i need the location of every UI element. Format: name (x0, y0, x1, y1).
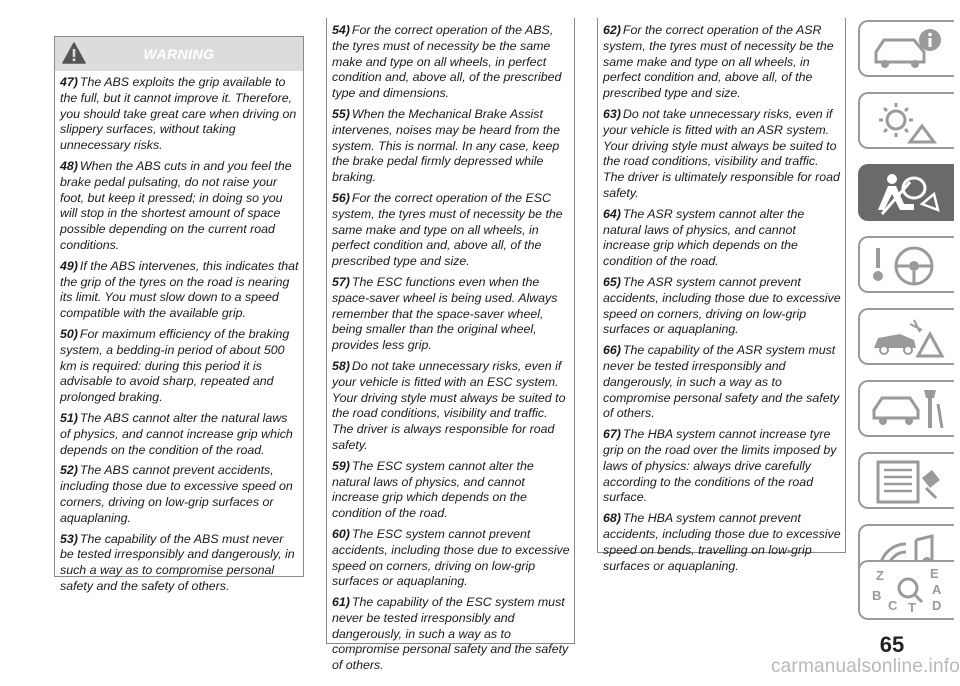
note-number: 48) (60, 158, 78, 173)
warning-notes-box-3 (597, 18, 846, 573)
warning-note (60, 75, 299, 154)
note-text: The ABS exploits the grip available to the full, but it cannot improve it. Therefore, you should take great care when driving on slippery surfaces, without taking unnecessary risks. (60, 75, 297, 153)
note-text: Do not take unnecessary risks, even if your vehicle is fitted with an ESC system. Your driving style must always be suited to the road conditions, visibility and traffic. The driver is always responsible for road safety. (332, 358, 566, 452)
note-text: The HBA system cannot prevent accidents, including those due to excessive speed on bends, travelling on low-grip surfaces or aquaplaning. (603, 511, 841, 573)
warning-note (332, 191, 570, 270)
index-letter: B (872, 588, 882, 603)
note-number: 47) (60, 75, 78, 89)
note-text: The ABS cannot alter the natural laws of physics, and cannot increase grip which depends on the condition of the road. (60, 410, 293, 457)
note-number: 60) (332, 526, 350, 541)
warning-note (332, 459, 570, 522)
warning-note (60, 463, 299, 526)
warning-notes-column-3 (598, 18, 845, 574)
note-number: 63) (603, 106, 621, 121)
tab-car-info[interactable] (858, 20, 954, 77)
note-text: The ASR system cannot alter the natural laws of physics, and cannot increase grip which depends on the condition of the road. (603, 206, 805, 269)
note-number: 56) (332, 190, 350, 205)
note-number: 58) (332, 358, 350, 373)
tab-maintenance[interactable] (858, 380, 954, 437)
warning-note (332, 275, 570, 354)
warning-lights-icon (870, 98, 946, 145)
tab-starting-driving[interactable] (858, 236, 954, 293)
note-number: 66) (603, 343, 621, 358)
starting-driving-icon (870, 242, 946, 289)
airbag-seatbelt-icon (870, 170, 946, 217)
index-letter: Z (876, 568, 884, 583)
warning-box (54, 36, 304, 593)
warning-title: WARNING (143, 46, 215, 62)
note-number: 65) (603, 274, 621, 289)
note-text: The capability of the ABS must never be tested irresponsibly and dangerously, in such a way as to compromise personal safety and the safety of others. (60, 531, 295, 593)
note-text: Do not take unnecessary risks, even if your vehicle is fitted with an ASR system. Your driving style must always be suited to the road conditions, visibility and traffic. The driver is ultimately responsible for road safety. (603, 106, 840, 200)
warning-note (332, 527, 570, 590)
watermark: carmanualsonline.info (770, 656, 960, 677)
note-text: If the ABS intervenes, this indicates that the grip of the tyres on the road is nearing its limit. You must slow down to a speed compatible with the available grip. (60, 258, 299, 321)
note-text: For the correct operation of the ASR system, the tyres must of necessity be the same make and type on all wheels, in perfect condition and, above all, of the prescribed type and size. (603, 23, 834, 101)
note-number: 55) (332, 106, 350, 121)
index-letter: A (932, 582, 942, 597)
note-number: 67) (603, 427, 621, 442)
note-number: 68) (603, 511, 621, 526)
note-text: When the Mechanical Brake Assist intervenes, noises may be heard from the system. This is normal. In any case, keep the brake pedal firmly depressed while braking. (332, 106, 560, 185)
note-number: 51) (60, 410, 78, 425)
note-number: 50) (60, 326, 78, 341)
tab-warning-lights[interactable] (858, 92, 954, 149)
car-info-icon (870, 26, 946, 73)
note-number: 52) (60, 463, 78, 478)
tab-emergency[interactable] (858, 308, 954, 365)
tab-technical-data[interactable] (858, 452, 954, 509)
warning-note (60, 259, 299, 322)
index-letter: E (930, 566, 939, 581)
note-text: The ESC system cannot prevent accidents, including those due to excessive speed on corners, driving on low-grip surfaces or aquaplaning. (332, 526, 570, 589)
note-number: 64) (603, 206, 621, 221)
note-text: The capability of the ASR system must never be tested irresponsibly and dangerously, in such a way as to compromise personal safety and the safety of others. (603, 343, 840, 421)
note-text: When the ABS cuts in and you feel the brake pedal pulsating, do not raise your foot, but keep it pressed; in doing so you will stop in the shortest amount of space possible depending on the current road conditions. (60, 158, 292, 252)
warning-note (332, 107, 570, 186)
warning-note (603, 343, 841, 422)
tab-safety[interactable] (858, 164, 954, 221)
note-text: The ESC system cannot alter the natural laws of physics, and cannot increase grip which depends on the condition of the road. (332, 458, 534, 521)
warning-note (332, 23, 570, 102)
note-text: For maximum efficiency of the braking system, a bedding-in period of about 500 km is required: during this period it is advisable to avoid sharp, repeated and prolonged braking. (60, 326, 290, 405)
note-text: For the correct operation of the ESC system, the tyres must of necessity be the same make and type on all wheels, in perfect condition and, above all, of the prescribed type and size. (332, 190, 563, 269)
note-number: 59) (332, 458, 350, 473)
warning-note (603, 207, 841, 270)
note-number: 62) (603, 23, 621, 37)
note-number: 53) (60, 531, 78, 546)
warning-note (603, 427, 841, 506)
warning-notes-column-1 (55, 71, 303, 595)
warning-note (603, 23, 841, 102)
index-letter: C (888, 598, 898, 613)
warning-header (55, 37, 303, 71)
warning-note (332, 595, 570, 674)
warning-note (60, 532, 299, 595)
note-text: The HBA system cannot increase tyre grip on the road over the limits imposed by laws of physics: always drive carefully according to the conditions of the road surface. (603, 427, 837, 505)
warning-note (332, 359, 570, 454)
index-icon (870, 566, 946, 613)
note-text: The ESC functions even when the space-saver wheel is being used. Always remember that the space-saver wheel, being smaller than the original wheel, provides less grip. (332, 274, 558, 353)
warning-notes-box-2 (326, 18, 575, 673)
warning-notes-column-2 (327, 18, 574, 674)
note-text: The ASR system cannot prevent accidents, including those due to excessive speed on corners, driving on low-grip surfaces or aquaplaning. (603, 274, 841, 337)
note-number: 49) (60, 258, 78, 273)
note-number: 61) (332, 595, 350, 610)
index-letter: D (932, 598, 942, 613)
note-number: 57) (332, 274, 350, 289)
note-text: The ABS cannot prevent accidents, including those due to excessive speed on corners, driving on low-grip surfaces or aquaplaning. (60, 463, 293, 525)
warning-note (603, 107, 841, 202)
emergency-icon (870, 314, 946, 361)
technical-data-icon (870, 458, 946, 505)
note-number: 54) (332, 23, 350, 37)
warning-note (60, 411, 299, 458)
warning-note (603, 511, 841, 574)
warning-note (60, 327, 299, 406)
warning-note (60, 159, 299, 254)
note-text: The capability of the ESC system must never be tested irresponsibly and dangerously, in such a way as to compromise personal safety and the safety of others. (332, 595, 569, 673)
index-letter: T (908, 600, 916, 613)
note-text: For the correct operation of the ABS, the tyres must of necessity be the same make and type on all wheels, in perfect condition and, above all, of the prescribed type and dimensions. (332, 23, 562, 101)
page-number: 65 (879, 632, 905, 657)
warning-note (603, 275, 841, 338)
maintenance-icon (870, 386, 946, 433)
tab-index[interactable] (858, 560, 954, 620)
